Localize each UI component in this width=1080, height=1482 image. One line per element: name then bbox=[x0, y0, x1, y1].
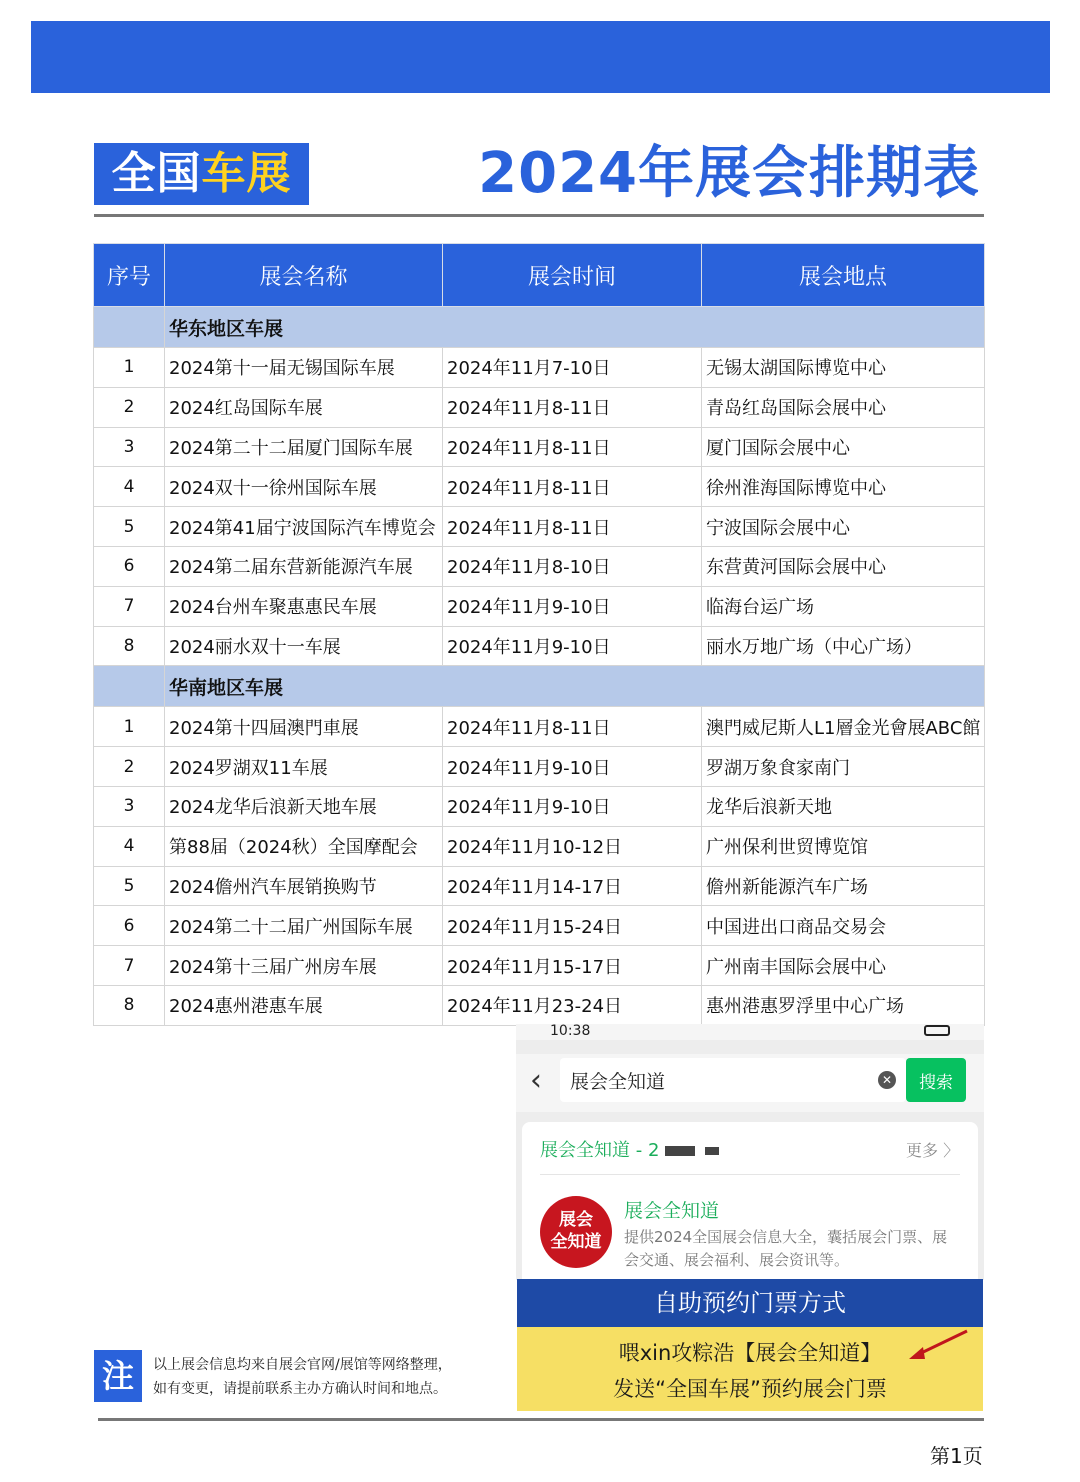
title-divider bbox=[94, 214, 984, 217]
booking-method-banner: 自助预约门票方式 bbox=[517, 1279, 983, 1327]
page-number: 第1页 bbox=[930, 1444, 983, 1468]
note-text bbox=[153, 1353, 513, 1401]
col-header-venue: 展会地点 bbox=[702, 244, 985, 307]
more-link[interactable]: 更多 〉 bbox=[906, 1141, 960, 1160]
arrow-icon bbox=[901, 1327, 971, 1367]
col-header-name: 展会名称 bbox=[165, 244, 443, 307]
table-row: 3 2024龙华后浪新天地车展 2024年11月9-10日 龙华后浪新天地 bbox=[94, 786, 985, 826]
clear-icon[interactable]: ✕ bbox=[878, 1071, 896, 1089]
table-row: 7 2024台州车聚惠惠民车展 2024年11月9-10日 临海台运广场 bbox=[94, 586, 985, 626]
note-line1: 以上展会信息均来自展会官网/展馆等网络整理， bbox=[153, 1357, 452, 1373]
note-line2: 如有变更，请提前联系主办方确认时间和地点。 bbox=[153, 1381, 447, 1397]
table-row: 5 2024儋州汽车展销换购节 2024年11月14-17日 儋州新能源汽车广场 bbox=[94, 866, 985, 906]
search-button[interactable]: 搜索 bbox=[906, 1058, 966, 1102]
region-row-south bbox=[94, 666, 985, 707]
table-row: 6 2024第二届东营新能源汽车展 2024年11月8-10日 东营黄河国际会展中心 bbox=[94, 546, 985, 586]
search-bar bbox=[516, 1054, 984, 1112]
account-description: 提供2024全国展会信息大全，囊括展会门票、展会交通、展会福利、展会资讯等。 bbox=[624, 1228, 948, 1269]
account-card[interactable] bbox=[522, 1122, 978, 1280]
account-name[interactable]: 展会全知道 bbox=[624, 1200, 720, 1222]
back-chevron-icon[interactable]: ‹ bbox=[530, 1063, 542, 1098]
card-divider bbox=[540, 1174, 960, 1175]
table-row: 8 2024丽水双十一车展 2024年11月9-10日 丽水万地广场（中心广场） bbox=[94, 626, 985, 666]
brand-text-part2: 车展 bbox=[201, 148, 292, 199]
battery-icon bbox=[924, 1025, 950, 1036]
search-box bbox=[560, 1058, 906, 1102]
status-time: 10:38 bbox=[550, 1024, 591, 1039]
status-bar bbox=[516, 1024, 984, 1040]
page-title: 2024年展会排期表 bbox=[478, 141, 980, 206]
note-label: 注 bbox=[94, 1350, 142, 1402]
top-banner bbox=[31, 21, 1050, 93]
table-row: 3 2024第二十二届厦门国际车展 2024年11月8-11日 厦门国际会展中心 bbox=[94, 427, 985, 467]
col-header-index: 序号 bbox=[94, 244, 165, 307]
table-row: 8 2024惠州港惠车展 2024年11月23-24日 惠州港惠罗浮里中心广场 bbox=[94, 985, 985, 1025]
table-row: 2 2024罗湖双11车展 2024年11月9-10日 罗湖万象食家南门 bbox=[94, 747, 985, 787]
phone-screenshot bbox=[516, 1024, 984, 1280]
logo-line1: 展会 bbox=[559, 1210, 593, 1230]
instruction-line1: 喂xin攻粽浩【展会全知道】 bbox=[618, 1341, 882, 1365]
table-row: 6 2024第二十二届广州国际车展 2024年11月15-24日 中国进出口商品交易会 bbox=[94, 906, 985, 946]
booking-instructions bbox=[517, 1327, 983, 1411]
schedule-table bbox=[93, 243, 985, 1026]
table-header-row bbox=[94, 244, 985, 307]
instruction-line2: 发送“全国车展”预约展会门票 bbox=[613, 1377, 887, 1401]
table-row: 4 第88届（2024秋）全国摩配会 2024年11月10-12日 广州保利世贸博览馆 bbox=[94, 826, 985, 866]
col-header-date: 展会时间 bbox=[443, 244, 702, 307]
region-label: 华南地区车展 bbox=[165, 666, 985, 707]
table-row: 1 2024第十一届无锡国际车展 2024年11月7-10日 无锡太湖国际博览中心 bbox=[94, 348, 985, 388]
account-logo bbox=[540, 1196, 612, 1268]
region-label: 华东地区车展 bbox=[165, 307, 985, 348]
region-row-east bbox=[94, 307, 985, 348]
table-row: 1 2024第十四屆澳門車展 2024年11月8-11日 澳門威尼斯人L1層金光會展ABC館 bbox=[94, 707, 985, 747]
card-header-text: 展会全知道 - 2 bbox=[540, 1140, 660, 1161]
card-header bbox=[540, 1136, 719, 1162]
redacted-mark bbox=[665, 1146, 695, 1156]
table-row: 5 2024第41届宁波国际汽车博览会 2024年11月8-11日 宁波国际会展中心 bbox=[94, 507, 985, 547]
table-row: 2 2024红岛国际车展 2024年11月8-11日 青岛红岛国际会展中心 bbox=[94, 387, 985, 427]
footer-divider bbox=[98, 1418, 984, 1421]
brand-logo bbox=[94, 143, 309, 205]
logo-line2: 全知道 bbox=[550, 1232, 602, 1252]
brand-text-part1: 全国 bbox=[111, 148, 202, 199]
table-row: 4 2024双十一徐州国际车展 2024年11月8-11日 徐州淮海国际博览中心 bbox=[94, 467, 985, 507]
search-input[interactable] bbox=[570, 1058, 870, 1102]
table-row: 7 2024第十三届广州房车展 2024年11月15-17日 广州南丰国际会展中心 bbox=[94, 946, 985, 986]
redacted-mark bbox=[705, 1147, 719, 1155]
